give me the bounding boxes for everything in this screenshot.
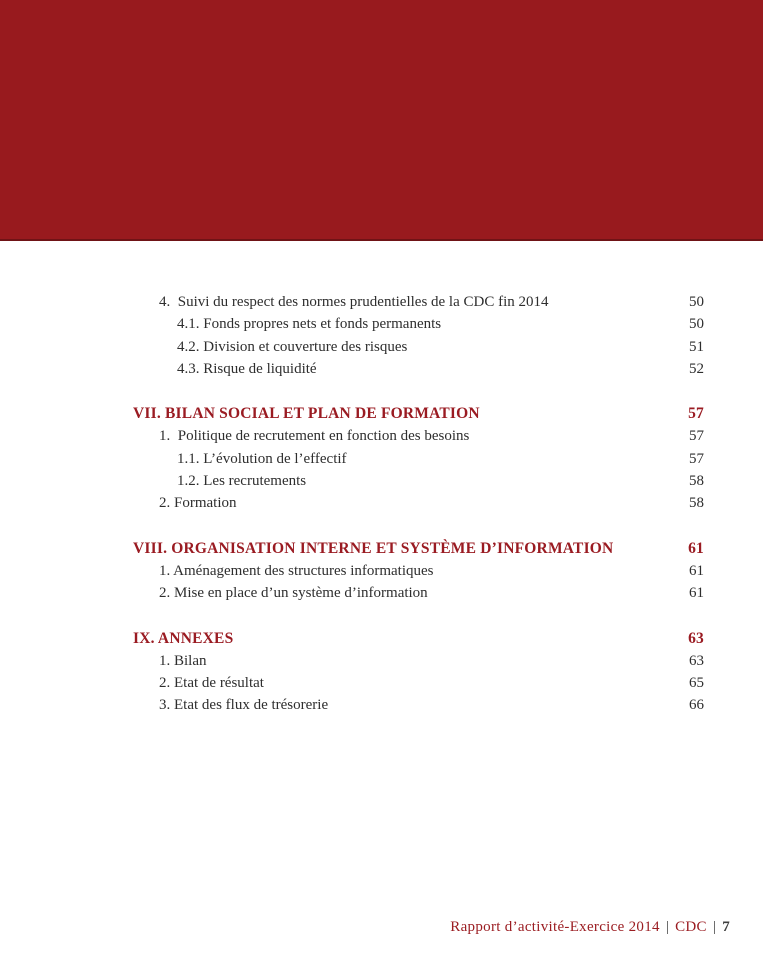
toc-entry: [133, 560, 704, 582]
toc-entry-label: 3. Etat des flux de trésorerie: [159, 697, 329, 714]
toc-entry: [133, 694, 704, 716]
toc-entry-page: 61: [689, 562, 704, 579]
toc-entry-label: 1. Politique de recrutement en fonction des besoins: [159, 428, 470, 445]
footer-separator: |: [712, 919, 717, 935]
toc-entry-page: 57: [689, 450, 704, 467]
toc-entry-label: 4. Suivi du respect des normes prudentielles de la CDC fin 2014: [159, 294, 549, 310]
toc-entry-page: 58: [689, 495, 704, 512]
toc-entry-label: 1.1. L’évolution de l’effectif: [177, 450, 347, 467]
toc-entry-label: VIII. ORGANISATION INTERNE ET SYSTÈME D’INFORMATION: [133, 539, 614, 557]
toc-section-heading: [133, 403, 704, 425]
footer-org: CDC: [675, 919, 707, 935]
toc-entry-page: 65: [689, 675, 704, 692]
toc-entry: [133, 492, 704, 514]
toc-entry-page: 63: [688, 629, 704, 647]
toc-entry-page: 58: [689, 473, 704, 490]
toc: [133, 291, 704, 717]
footer-report-title: Rapport d’activité-Exercice 2014: [450, 919, 660, 935]
toc-entry-page: 52: [689, 360, 704, 377]
toc-entry-page: 57: [688, 405, 704, 423]
toc-entry-label: 2. Etat de résultat: [159, 675, 264, 692]
toc-entry-page: 61: [688, 539, 704, 557]
page-footer: [450, 917, 730, 937]
toc-entry-label: 2. Formation: [159, 495, 237, 512]
toc-entry: [133, 672, 704, 694]
toc-entry: [133, 582, 704, 604]
toc-section-heading: [133, 538, 704, 560]
toc-entry: [133, 425, 704, 447]
toc-entry-label: VII. BILAN SOCIAL ET PLAN DE FORMATION: [133, 405, 480, 423]
toc-entry-page: 50: [689, 294, 704, 310]
toc-entry: [133, 336, 704, 358]
toc-section-heading: [133, 628, 704, 650]
toc-entry-page: 50: [689, 316, 704, 333]
toc-entry: [133, 313, 704, 335]
toc-entry: [133, 448, 704, 470]
header-banner: [0, 0, 763, 241]
toc-entry: [133, 358, 704, 380]
footer-page-number: 7: [722, 919, 730, 935]
toc-entry-page: 61: [689, 585, 704, 602]
toc-entry-label: 1. Aménagement des structures informatiques: [159, 562, 434, 579]
toc-entry-label: IX. ANNEXES: [133, 629, 234, 647]
toc-entry-label: 4.1. Fonds propres nets et fonds permanents: [177, 316, 442, 333]
toc-entry-label: 2. Mise en place d’un système d’information: [159, 585, 428, 602]
toc-entry: [133, 470, 704, 492]
toc-entry: [133, 291, 704, 313]
toc-entry: [133, 650, 704, 672]
toc-entry-page: 66: [689, 697, 704, 714]
toc-entry-page: 63: [689, 652, 704, 669]
footer-separator: |: [665, 919, 670, 935]
toc-entry-page: 57: [689, 428, 704, 445]
toc-entry-page: 51: [689, 338, 704, 355]
toc-entry-label: 4.2. Division et couverture des risques: [177, 338, 408, 355]
toc-entry-label: 4.3. Risque de liquidité: [177, 360, 317, 377]
toc-entry-label: 1. Bilan: [159, 652, 207, 669]
toc-entry-label: 1.2. Les recrutements: [177, 473, 307, 490]
